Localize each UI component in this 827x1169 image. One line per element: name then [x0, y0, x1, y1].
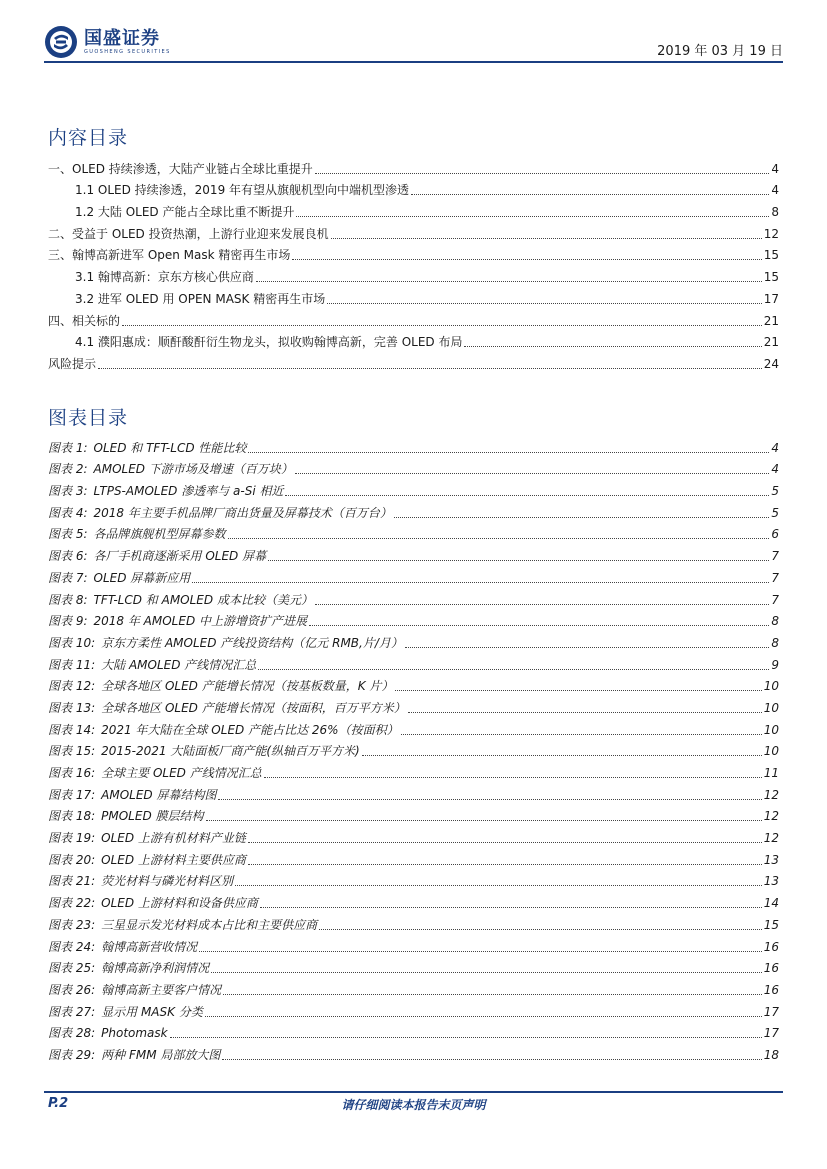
- figure-entry-page: 6: [771, 527, 779, 542]
- figure-entry-page: 12: [763, 809, 779, 824]
- figure-entry-text: OLED 上游材料和设备供应商: [101, 896, 258, 911]
- figure-entry-label: 图表 18:: [48, 809, 96, 824]
- leader-dots: [309, 625, 769, 626]
- leader-dots: [205, 1016, 762, 1017]
- leader-dots: [248, 842, 762, 843]
- leader-dots: [395, 690, 761, 691]
- figure-entry-text: 两种 FMM 局部放大图: [101, 1047, 221, 1062]
- leader-dots: [211, 972, 762, 973]
- figure-entry-label: 图表 29:: [48, 1047, 96, 1062]
- figure-entry-label: 图表 14:: [48, 722, 96, 737]
- leader-dots: [223, 994, 762, 995]
- figure-entry-text: OLED 上游材料主要供应商: [101, 852, 246, 867]
- figure-entry[interactable]: [48, 889, 779, 911]
- figure-entry-page: 15: [763, 917, 779, 932]
- leader-dots: [327, 303, 762, 304]
- figure-entry-text: 2018 年主要手机品牌厂商出货量及屏幕技术（百万台）: [93, 505, 392, 520]
- figure-entry[interactable]: [48, 738, 779, 760]
- figure-entry-page: 5: [771, 484, 779, 499]
- figure-entry[interactable]: [48, 521, 779, 543]
- figure-entry[interactable]: [48, 477, 779, 499]
- toc-entry-page: 8: [771, 205, 779, 220]
- figure-entry-text: LTPS-AMOLED 渗透率与 a-Si 相近: [93, 484, 284, 499]
- figure-entry-label: 图表 15:: [48, 744, 96, 759]
- leader-dots: [122, 325, 762, 326]
- toc-entry-text: 1.1 OLED 持续渗透，2019 年有望从旗舰机型向中端机型渗透: [75, 183, 410, 198]
- toc-entry-text: 二、受益于 OLED 投资热潮，上游行业迎来发展良机: [48, 226, 329, 241]
- figure-entry-label: 图表 7:: [48, 570, 88, 585]
- figure-entry[interactable]: [48, 759, 779, 781]
- figure-entry-text: AMOLED 屏幕结构图: [101, 787, 217, 802]
- figure-entry-label: 图表 17:: [48, 787, 96, 802]
- figure-entry-text: Photomask: [101, 1026, 168, 1041]
- figure-entry-label: 图表 28:: [48, 1026, 96, 1041]
- figure-entry-label: 图表 9:: [48, 614, 88, 629]
- toc-entry-page: 12: [763, 226, 779, 241]
- page-header: [44, 22, 783, 62]
- footer-rule: [44, 1091, 783, 1093]
- figure-list-title: 图表目录: [48, 407, 129, 429]
- figure-entry-text: 翰博高新主要客户情况: [101, 982, 222, 997]
- figure-entry-label: 图表 19:: [48, 831, 96, 846]
- leader-dots: [256, 281, 762, 282]
- guosheng-logo-icon: [44, 25, 78, 59]
- figure-entry-text: OLED 屏幕新应用: [93, 570, 191, 585]
- toc-entry-page: 21: [763, 313, 779, 328]
- toc-entry-text: 三、翰博高新进军 Open Mask 精密再生市场: [48, 248, 291, 263]
- figure-entry-label: 图表 21:: [48, 874, 96, 889]
- leader-dots: [394, 517, 770, 518]
- figure-entry[interactable]: [48, 846, 779, 868]
- figure-entry-text: 2021 年大陆在全球 OLED 产能占比达 26%（按面积）: [101, 722, 399, 737]
- toc-entry-text: 3.2 进军 OLED 用 OPEN MASK 精密再生市场: [75, 291, 326, 306]
- figure-entry[interactable]: [48, 564, 779, 586]
- figure-entry-page: 8: [771, 614, 779, 629]
- figure-entry-label: 图表 13:: [48, 700, 96, 715]
- leader-dots: [331, 238, 762, 239]
- figure-entry[interactable]: [48, 716, 779, 738]
- figure-entry-page: 12: [763, 787, 779, 802]
- figure-entry-page: 13: [763, 852, 779, 867]
- figure-entry-text: 翰博高新净利润情况: [101, 961, 210, 976]
- toc-entry-page: 24: [763, 356, 779, 371]
- figure-entry-label: 图表 8:: [48, 592, 88, 607]
- figure-entry-label: 图表 22:: [48, 896, 96, 911]
- leader-dots: [292, 259, 761, 260]
- figure-entry-label: 图表 25:: [48, 961, 96, 976]
- figure-entry-page: 10: [763, 679, 779, 694]
- toc-entry-text: 4.1 濮阳惠成：顺酐酸酐衍生物龙头，拟收购翰博高新，完善 OLED 布局: [75, 335, 463, 350]
- toc-entry-page: 21: [763, 335, 779, 350]
- figure-entry[interactable]: [48, 456, 779, 478]
- figure-entry[interactable]: [48, 911, 779, 933]
- figure-entry[interactable]: [48, 673, 779, 695]
- figure-entry-label: 图表 27:: [48, 1004, 96, 1019]
- leader-dots: [408, 712, 762, 713]
- leader-dots: [192, 582, 769, 583]
- figure-entry[interactable]: [48, 694, 779, 716]
- figure-entry-text: AMOLED 下游市场及增速（百万块）: [93, 462, 293, 477]
- leader-dots: [218, 799, 761, 800]
- figure-entry-text: OLED 上游有机材料产业链: [101, 831, 246, 846]
- figure-entry-label: 图表 3:: [48, 484, 88, 499]
- figure-entry-page: 10: [763, 744, 779, 759]
- figure-entry-page: 13: [763, 874, 779, 889]
- toc-entry-text: 风险提示: [48, 356, 97, 371]
- leader-dots: [170, 1037, 762, 1038]
- figure-entry-text: 翰博高新营收情况: [101, 939, 198, 954]
- leader-dots: [315, 173, 770, 174]
- figure-entry-text: 全球主要 OLED 产线情况汇总: [101, 766, 262, 780]
- figure-entry-page: 10: [763, 722, 779, 737]
- figure-entry-page: 8: [771, 635, 779, 650]
- toc-entry[interactable]: [48, 198, 779, 220]
- figure-entry-text: TFT-LCD 和 AMOLED 成本比较（美元）: [93, 592, 313, 607]
- figure-entry-text: 各品牌旗舰机型屏幕参数: [93, 527, 226, 542]
- figure-entry-page: 16: [763, 939, 779, 954]
- figure-entry-label: 图表 5:: [48, 527, 88, 542]
- leader-dots: [295, 473, 770, 474]
- toc-entry-page: 17: [763, 291, 779, 306]
- figure-entry-page: 4: [771, 462, 779, 477]
- figure-entry-page: 4: [771, 440, 779, 455]
- toc-entry[interactable]: [48, 242, 779, 264]
- figure-entry-page: 18: [763, 1047, 779, 1062]
- toc-entry[interactable]: [48, 177, 779, 199]
- figure-entry[interactable]: [48, 586, 779, 608]
- figure-entry[interactable]: [48, 542, 779, 564]
- figure-entry[interactable]: [48, 434, 779, 456]
- figure-entry-label: 图表 16:: [48, 766, 96, 780]
- leader-dots: [98, 368, 762, 369]
- figure-entry-page: 7: [771, 592, 779, 607]
- leader-dots: [401, 734, 762, 735]
- toc-entry-text: 四、相关标的: [48, 313, 121, 328]
- figure-entry-label: 图表 20:: [48, 852, 96, 867]
- figure-entry-page: 10: [763, 700, 779, 715]
- figure-entry-text: OLED 和 TFT-LCD 性能比较: [93, 440, 247, 455]
- leader-dots: [206, 820, 762, 821]
- toc-entry[interactable]: [48, 350, 779, 372]
- toc-entry-page: 4: [771, 183, 779, 198]
- leader-dots: [315, 604, 769, 605]
- leader-dots: [248, 864, 762, 865]
- logo-english-name: GUOSHENG SECURITIES: [84, 48, 171, 55]
- figure-entry-label: 图表 26:: [48, 982, 96, 997]
- figure-entry[interactable]: [48, 499, 779, 521]
- figure-entry-text: 显示用 MASK 分类: [101, 1004, 203, 1019]
- figure-entry-text: 各厂手机商逐渐采用 OLED 屏幕: [93, 549, 267, 564]
- figure-entry-label: 图表 12:: [48, 679, 96, 694]
- figure-entry[interactable]: [48, 976, 779, 998]
- figure-entry-text: 大陆 AMOLED 产线情况汇总: [101, 657, 257, 672]
- figure-entry[interactable]: [48, 629, 779, 651]
- figure-entry[interactable]: [48, 998, 779, 1020]
- leader-dots: [260, 907, 762, 908]
- figure-entry-page: 9: [771, 657, 779, 672]
- toc-list: [48, 155, 779, 372]
- logo-chinese-name: 国盛证券: [84, 27, 160, 49]
- leader-dots: [268, 560, 769, 561]
- figure-entry[interactable]: [48, 868, 779, 890]
- footer-disclaimer: 请仔细阅读本报告末页声明: [341, 1098, 486, 1112]
- figure-entry-page: 17: [763, 1004, 779, 1019]
- figure-entry-page: 11: [763, 766, 779, 780]
- figure-entry-text: 2018 年 AMOLED 中上游增资扩产进展: [93, 614, 307, 629]
- toc-entry-text: 3.1 翰博高新：京东方核心供应商: [75, 270, 254, 285]
- leader-dots: [248, 452, 769, 453]
- leader-dots: [411, 194, 769, 195]
- figure-entry-text: 荧光材料与磷光材料区别: [101, 874, 234, 889]
- figure-entry-label: 图表 24:: [48, 939, 96, 954]
- toc-entry-text: 一、OLED 持续渗透，大陆产业链占全球比重提升: [48, 161, 313, 176]
- figure-entry-label: 图表 10:: [48, 635, 96, 650]
- company-logo: [44, 24, 171, 60]
- leader-dots: [285, 495, 769, 496]
- figure-entry-page: 16: [763, 961, 779, 976]
- figure-entry-text: 京东方柔性 AMOLED 产线投资结构（亿元 RMB,片/月）: [101, 635, 403, 650]
- figure-entry-label: 图表 1:: [48, 440, 88, 455]
- figure-entry[interactable]: [48, 933, 779, 955]
- toc-entry[interactable]: [48, 285, 779, 307]
- figure-entry-page: 12: [763, 831, 779, 846]
- page-number: P.2: [48, 1096, 69, 1111]
- figure-list: [48, 434, 779, 1063]
- figure-entry-text: 全球各地区 OLED 产能增长情况（按面积，百万平方米）: [101, 700, 406, 715]
- figure-entry[interactable]: [48, 1020, 779, 1042]
- header-rule: [44, 61, 783, 63]
- toc-entry-text: 1.2 大陆 OLED 产能占全球比重不断提升: [75, 205, 295, 220]
- leader-dots: [264, 777, 762, 778]
- leader-dots: [235, 885, 762, 886]
- figure-entry[interactable]: [48, 824, 779, 846]
- leader-dots: [222, 1059, 761, 1060]
- figure-entry-label: 图表 23:: [48, 917, 96, 932]
- figure-entry-page: 17: [763, 1026, 779, 1041]
- figure-entry[interactable]: [48, 781, 779, 803]
- figure-entry-text: 三星显示发光材料成本占比和主要供应商: [101, 917, 318, 932]
- leader-dots: [362, 755, 762, 756]
- toc-entry-page: 15: [763, 270, 779, 285]
- toc-entry[interactable]: [48, 155, 779, 177]
- toc-entry-page: 15: [763, 248, 779, 263]
- leader-dots: [296, 216, 769, 217]
- leader-dots: [319, 929, 762, 930]
- figure-entry-page: 7: [771, 570, 779, 585]
- figure-entry-label: 图表 6:: [48, 549, 88, 564]
- figure-entry[interactable]: [48, 651, 779, 673]
- leader-dots: [258, 669, 769, 670]
- figure-entry-text: 全球各地区 OLED 产能增长情况（按基板数量，K 片）: [101, 679, 394, 694]
- toc-entry[interactable]: [48, 263, 779, 285]
- figure-entry-page: 16: [763, 982, 779, 997]
- toc-entry[interactable]: [48, 220, 779, 242]
- leader-dots: [199, 951, 762, 952]
- toc-entry-page: 4: [771, 161, 779, 176]
- figure-entry[interactable]: [48, 608, 779, 630]
- figure-entry-label: 图表 11:: [48, 657, 96, 672]
- figure-entry-text: PMOLED 膜层结构: [101, 809, 204, 824]
- figure-entry-page: 7: [771, 549, 779, 564]
- leader-dots: [464, 346, 761, 347]
- figure-entry[interactable]: [48, 803, 779, 825]
- report-date: 2019 年 03 月 19 日: [657, 44, 783, 59]
- figure-entry-label: 图表 4:: [48, 505, 88, 520]
- leader-dots: [405, 647, 769, 648]
- toc-entry[interactable]: [48, 307, 779, 329]
- toc-title: 内容目录: [48, 127, 129, 149]
- leader-dots: [228, 538, 770, 539]
- figure-entry-page: 5: [771, 505, 779, 520]
- toc-entry[interactable]: [48, 329, 779, 351]
- figure-entry[interactable]: [48, 955, 779, 977]
- figure-entry-page: 14: [763, 896, 779, 911]
- figure-entry-label: 图表 2:: [48, 462, 88, 477]
- figure-entry[interactable]: [48, 1041, 779, 1063]
- figure-entry-text: 2015-2021 大陆面板厂商产能(纵轴百万平方米): [101, 744, 360, 759]
